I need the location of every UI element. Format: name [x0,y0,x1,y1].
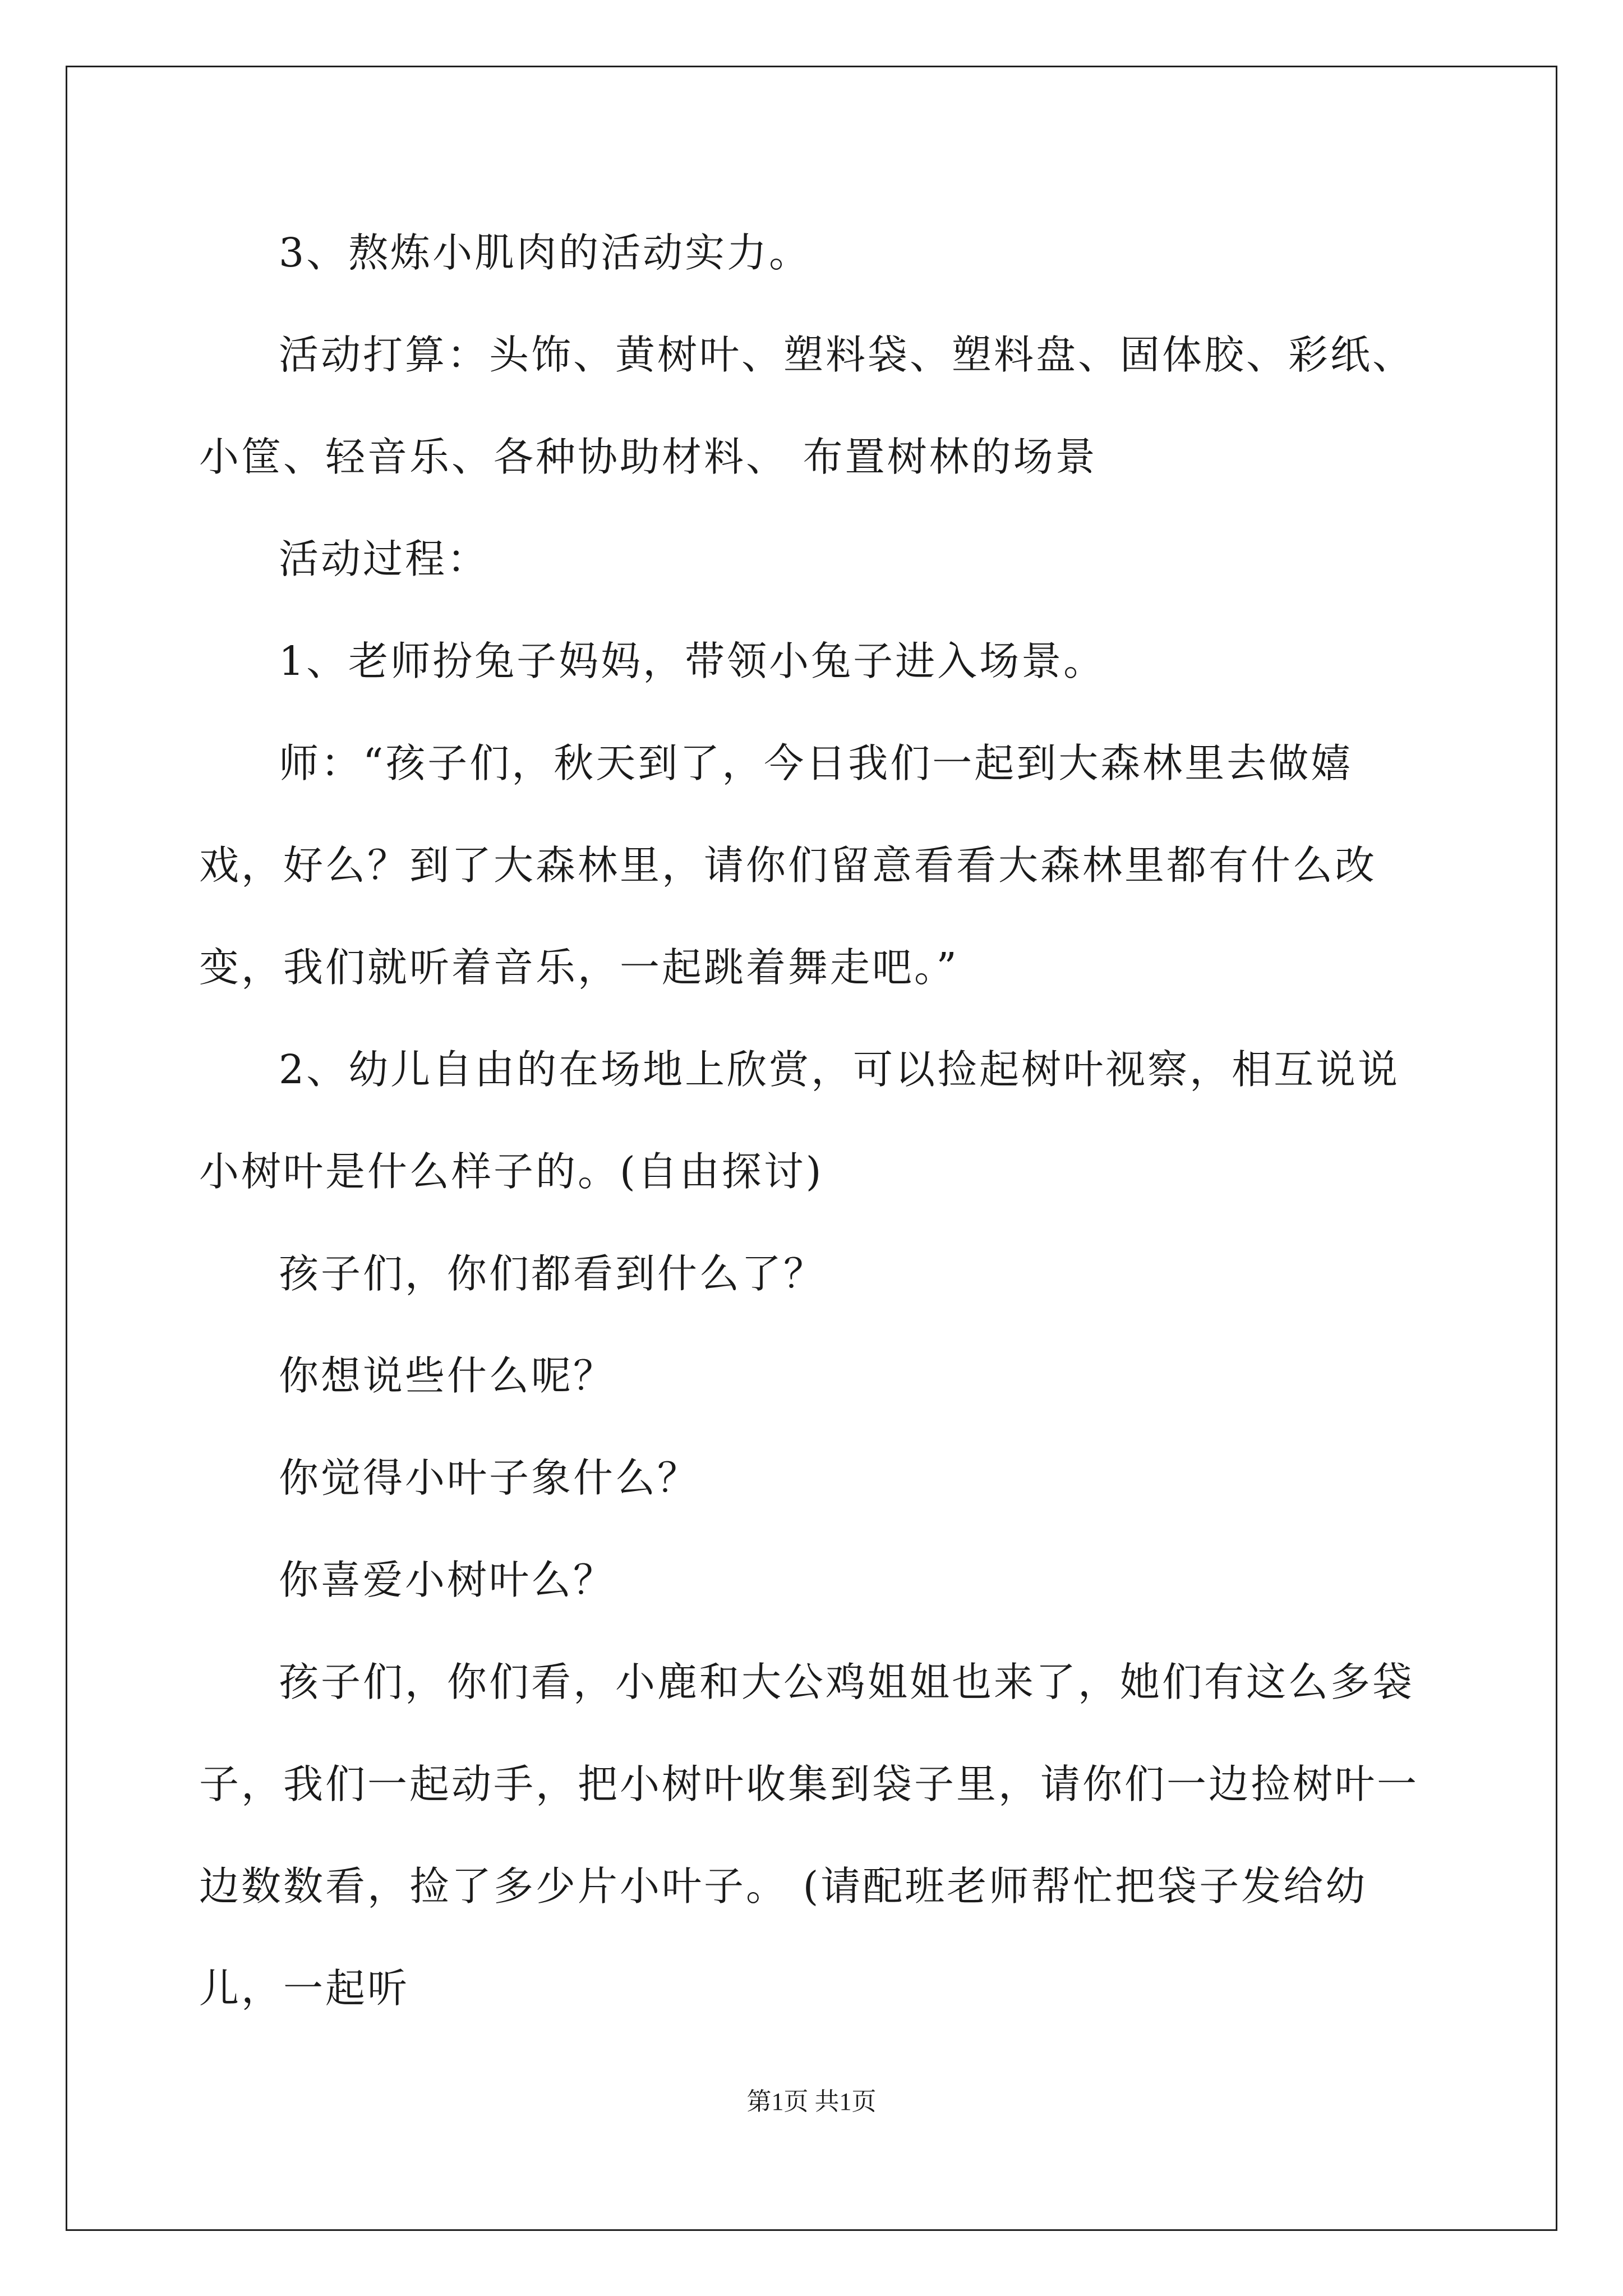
paragraph: 师：“孩子们，秋天到了，今日我们一起到大森林里去做嬉戏，好么？到了大森林里，请你们留意看看大森林里都有什么改变，我们就听着音乐，一起跳着舞走吧。” [199,740,1377,991]
paragraph: 孩子们，你们看，小鹿和大公鸡姐姐也来了，她们有这么多袋子，我们一起动手，把小树叶收集到袋子里，请你们一边捡树叶一边数数看，捡了多少片小叶子。 (请配班老师帮忙把袋子发给幼儿，一起听 [199,1659,1419,2012]
paragraph: 1、老师扮兔子妈妈，带领小兔子进入场景。 [279,638,1106,684]
paragraph: 孩子们，你们都看到什么了？ [279,1250,826,1297]
paragraph: 你想说些什么呢？ [279,1352,616,1399]
paragraph: 活动过程： [279,536,490,582]
paragraph: 3、熬炼小肌肉的活动实力。 [279,229,811,276]
paragraph: 活动打算：头饰、黄树叶、塑料袋、塑料盘、固体胶、彩纸、小筐、轻音乐、各种协助材料、 布置树林的场景 [199,332,1415,480]
page-number-footer: 第1页 共1页 [746,2088,877,2115]
paragraph: 2、幼儿自由的在场地上欣赏，可以捡起树叶视察，相互说说小树叶是什么样子的。(自由探讨) [199,1046,1400,1195]
paragraph: 你觉得小叶子象什么？ [279,1455,700,1501]
document-body [199,202,1433,2040]
paragraph: 你喜爱小树叶么？ [279,1557,616,1603]
